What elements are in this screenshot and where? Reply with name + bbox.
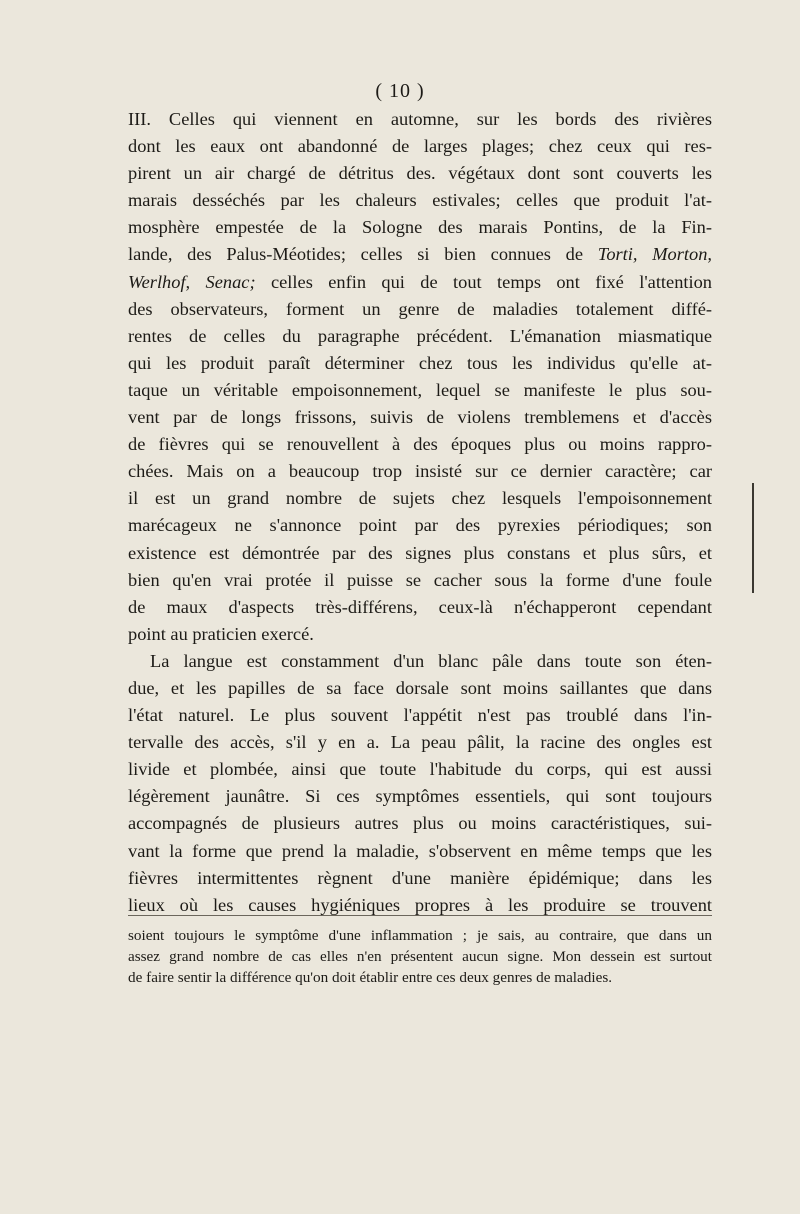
text-line: qui les produit paraît déterminer chez tous les individus qu'elle at- [128,352,712,373]
text-line: due, et les papilles de sa face dorsale sont moins saillantes que dans [128,677,712,698]
text-line: des observateurs, forment un genre de maladies totalement diffé- [128,298,712,319]
footnote-line: assez grand nombre de cas elles n'en présentent aucun signe. Mon dessein est surtout [128,948,712,965]
italic-names: Torti, Morton, [597,244,712,265]
text-line-with-italic [128,241,712,268]
text-line: rentes de celles du paragraphe précédent. L'émanation miasmatique [128,325,712,346]
text-line: existence est démontrée par des signes plus constans et plus sûrs, et [128,542,712,563]
text-line: accompagnés de plusieurs autres plus ou moins caractéristiques, sui- [128,813,712,834]
margin-scan-mark [752,483,754,593]
text-line-with-italic [128,269,712,296]
footnote-line: soient toujours le symptôme d'une inflammation ; je sais, au contraire, que dans un [128,927,712,944]
text-line: marécageux ne s'annonce point par des pyrexies périodiques; son [128,515,712,536]
text-line: mosphère empestée de la Sologne des marais Pontins, de la Fin- [128,217,712,238]
text-line: point au praticien exercé. [128,623,314,644]
text-line: l'état naturel. Le plus souvent l'appétit n'est pas troublé dans l'in- [128,705,712,726]
text-line: taque un véritable empoisonnement, lequel se manifeste le plus sou- [128,379,712,400]
italic-names: Werlhof, Senac; [128,271,256,292]
text-line: vant la forme que prend la maladie, s'observent en même temps que les [128,840,712,861]
text-segment: lande, des Palus-Méotides; celles si bien connues de [128,244,598,265]
text-line: pirent un air chargé de détritus des. végétaux dont sont couverts les [128,163,712,184]
text-line: III. Celles qui viennent en automne, sur les bords des rivières [128,109,712,129]
text-line: dont les eaux ont abandonné de larges plages; chez ceux qui res- [128,136,712,157]
page-number: ( 10 ) [375,80,425,102]
text-line: marais desséchés par les chaleurs estivales; celles que produit l'at- [128,190,712,211]
text-line: bien qu'en vrai protée il puisse se cacher sous la forme d'une foule [128,569,712,590]
text-line: lieux où les causes hygiéniques propres à les produire se trouvent [128,894,712,915]
footnote-separator [128,915,712,916]
main-text [128,106,712,919]
footnote [128,925,712,988]
text-segment: celles enfin qui de tout temps ont fixé l'attention [255,271,713,292]
text-line: légèrement jaunâtre. Si ces symptômes essentiels, qui sont toujours [128,786,712,807]
footnote-line: de faire sentir la différence qu'on doit établir entre ces deux genres de maladies. [128,969,613,986]
text-line: fièvres intermittentes règnent d'une manière épidémique; dans les [128,867,712,888]
paragraph-start-line: La langue est constamment d'un blanc pâle dans toute son éten- [150,650,712,671]
text-line: tervalle des accès, s'il y en a. La peau pâlit, la racine des ongles est [128,732,712,753]
text-line: de fièvres qui se renouvellent à des époques plus ou moins rappro- [128,434,712,455]
text-line: vent par de longs frissons, suivis de violens tremblemens et d'accès [128,407,712,428]
text-line: il est un grand nombre de sujets chez lesquels l'empoisonnement [128,488,712,509]
text-line: de maux d'aspects très-différens, ceux-là n'échapperont cependant [128,596,712,617]
text-line: chées. Mais on a beaucoup trop insisté sur ce dernier caractère; car [128,461,712,482]
text-line: livide et plombée, ainsi que toute l'habitude du corps, qui est aussi [128,759,712,780]
